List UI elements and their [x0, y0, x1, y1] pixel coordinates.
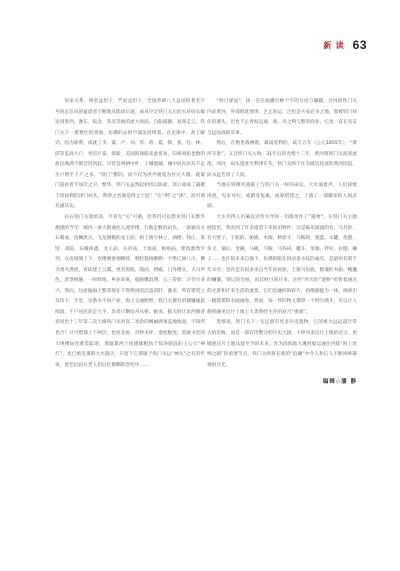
right-column — [207, 97, 357, 388]
top-band — [0, 0, 400, 30]
section-title: 新 读 — [323, 40, 345, 50]
paragraph: 大水名得人们确以旁传失导的一切都变作了“遗物”。在铁门关主题展馆里，我看到了许多遗留下来的旧物件：这是陈乐锯流的名，马具的、有大壁子，干船的、船板、木楔、秋轮辛、马鞍的，脱篮、水罐、鱼罄、鱼叉、锢后、金碗、马碗、马鞍、马钱码、罐斗、里爆、拌杆、拉糙、栅子……也许很多来自地下，仿佛的眼在闷动着水纹的毫光，是最恒有那千年水旁；也许还有很多来自当年的将族，土猪马倍族，数瑰的木船、鲍囊的蛐髓、锁记的宅纸，再其财目领开来，这些“时光的“遗物”折射着通达的光景和仟来生活的流景，它们会融碎的碎片，再维捕捉为一体，绵密出一幅悠带的水画画卷。然而，每一件旧物又都带一个时空满斗，可以让人静的融见这片土地上人类曾经生存的岁月“重演”。 — [207, 215, 358, 315]
left-column — [55, 97, 205, 371]
paragraph: 然后，在数里战淋窗，暴雨宽利的，咸丰五年（公元1855年），“黄河夺淮”，又自铁门关入海。31年后的光绪十二年，黄河将铁门关泥泥流淮，冈河，码头遗迹至利津车头，铁门关终于在有破坑往流的黄河因浪，而永远告别了人间。 — [207, 141, 358, 178]
paragraph: 你家关系，两者益坦子，严家益坦子，全国普降八大益国的著名字号的总在风的盆湛者不断地从陷闭后道。成从空过铁门关后的水草码头编送到鲁西，豫东、皖北、苏北等地的流大场面。自船磁播，富商走云，铁门关下一派繁忙的景象，仿佛的去时空深美持续着。在史册中，查了解到，因为盐利，成就了李、董、卢、刘、苏、蒋、夏、韩、张、任、林、邱等监商大户，更有巨泰、鼎新、美国的商船来此贸易，印商商船也数的盐民满满不断迁居到此。尽管是明朝中叶，上城地城，城中居民居从不足至户增至千户之多。“铁门”繁的，而不仅为洪声渡宽为位元大墙。就秦门道看着手场次之卫，繁华，铁门关虽然起初用以防盐，其后却成了凝聚丰厚盐利的津门码头，利津之名便是得之于此！”在“利”之“津”，真可谓名副其实。 — [55, 99, 206, 210]
page-header — [323, 38, 367, 52]
paragraph: 当地在铁网河遗据了与铁门关一样的命运，大水漫着声，人们却数岗流，见来可归，或踏身兔巢，或筹措建之，上演了一部暖举的人间悲剧。 — [207, 183, 357, 210]
paragraph: 站在铁门关遗址前，尽管无“关”可循，但我仍可以想见铁门关繁华便捷的当年：城内一条大街通往入流穿楼，行航走帆的码头。一条通向方石砌成，鱼鳞黑瓦，飞龙图檐的龙王庙；街上商号林立，酒楼、钱庄、茶馆、戏院、布幢商鑫，龙王庙、关帝庙、土地庙、娘娘庙，建筑鼎然罗列，众房琉璃上下，皮楼便香烟缭绕、唱腔悠扬醉眸；不绝辽阔八川，佛寺香火潜流，青砖建上云霧，更有殷殷，随而、碧殿，门外楼头，犬马声色，恶煞相缠，一时辉煌。乡泥来寓，船路雕浪滞，五三曾驿，辛劳兴业兴。然而，这座偏海上繁荣现在不得舆同的泛盗的肝，滩来，所有建筑立及均下，手里，杂条水不再产盐，海上交通断绝，铁门关便有的偶嫌通此闻落，千户居民泥走大半，余者只剩房舟从桥。据说，据关时计求西阁普者同治十三年第二次大修铁门关时高二米余的褐画碑须盖地地面，不知所也否？只可惜那上下两层、也址北座、宫物木坪、金柱数莲，莫做书堂的大规楼局也难觅踪迹，那厦暴两上夜德廊粗执于惊涛骇浪的王公尽“神灯”，也已被连番的大水毁灭，只留下它那镇于铁门关以“神关”之名的传说，留恋沉寂在老人们记忆模糊的念叨中…… — [55, 215, 206, 368]
page-number: 63 — [352, 38, 367, 52]
editor-credit: 编辑◇潘 静 — [322, 379, 357, 386]
paragraph: “铁门驿浪”，国一直在演播这种个字的方谊与疆疆。过河的铁门关内前黄河，外部海延要津，岂止海运，岂也是兵家必争之地。那被铁门驿住的港头，但也不止着海运通，商、舟之利与繁的商业，它也一直在见证与远国战的军事。 — [207, 99, 358, 136]
paragraph: 逛细说，铁门关下一定还潜有更多历史遗物。它的重大远远超过常古的范畴，而是一部有待整合的历史大剧，不停序求这片土地的近古，更铺展这片土地从此至今的未来。作为滨海地大滩河船运通往内陆“海上丝绸之路”的重要节点，铁门关终将在新的“浪潮”中令人和后人不断回眸凝视的目光。 — [207, 320, 358, 368]
